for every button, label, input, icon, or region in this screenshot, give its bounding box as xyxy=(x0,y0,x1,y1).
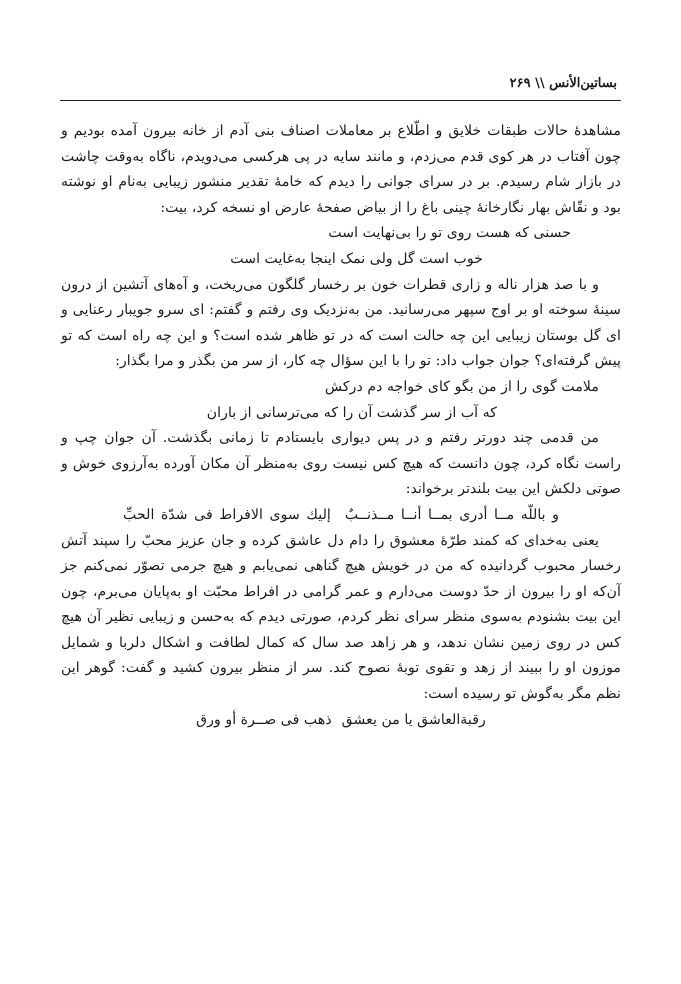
verse-line: ملامت گوی را از من بگو کای خواجه دم درکش xyxy=(324,378,599,395)
paragraph-lament: و با صد هزار ناله و زاری قطرات خون بر رخسار گلگون می‌ریخت، و آه‌های آتشین از درون سینهٔ سوخته او بر اوج سپهر می‌رسانید. من به‌نزدیک وی رفتم و گفتم: ای سرو جویبار رعنایی و ای گل بوستان زیبایی این چه حالت است که در تو ظاهر شده است؟ و این چه راه است که تو پیش گرفته‌ای؟ جوان جواب داد: تو را با این سؤال چه کار، از سر من بگذر و مرا بگذار: xyxy=(61,276,621,370)
header-divider xyxy=(60,100,621,101)
page-body xyxy=(61,119,621,733)
running-header: بساتین‌الأنس \\ ۲۶۹ xyxy=(509,76,617,91)
hemistich-first: و باللّه مــا أدری بمــا أنــا مــذنــبٌ xyxy=(344,506,559,523)
hemistich-second: إلیك سوی الافراط فی شدّة الحبِّ xyxy=(123,506,331,523)
arabic-verse xyxy=(61,503,621,529)
paragraph-observation: من قدمی چند دورتر رفتم و در پس دیواری بایستادم تا زمانی بگذشت. آن جوان چپ و راست نگاه کرد، چون دانست که هیچ کس نیست روی به‌منظر آن مکان آورده به‌آرزوی خوش و صوتی دلکش این بیت بلندتر برخواند: xyxy=(61,430,621,498)
verse-line: که آب از سر گذشت آن را که می‌ترسانی از باران xyxy=(206,404,497,421)
arabic-verse xyxy=(61,708,621,734)
paragraph-opening: مشاهدهٔ حالات طبقات خلایق و اطّلاع بر معاملات اصناف بنی آدم از خانه بیرون آمده بودیم و چون آفتاب در هر کوی قدم می‌زدم، و مانند سایه در پی هرکسی می‌دویدم، ناگاه به‌وقت چاشت در بازار شام رسیدم. بر در سرای جوانی را دیدم که خامهٔ تقدیر منشور زیبایی به‌نام او نوشته بود و نقّاش بهار نگارخانهٔ چینی باغ را از بیاض صفحهٔ عارض او نسخه کرد، بیت: xyxy=(61,123,621,216)
verse-line: حسنی که هست روی تو را بی‌نهایت است xyxy=(328,225,571,242)
paragraph-commentary: یعنی به‌خدای که کمند طرّهٔ معشوق را دام دل عاشق کرده و جان عزیز محبّ را سپند آتش رخسار محبوب گردانیده که من در خویش هیچ گناهی نمی‌یابم و هیچ جرمی تصوّر نمی‌کنم جز آن‌که او را بیرون از حدّ دوست می‌دارم و عمر گرامی در افراط محبّت او به‌پایان می‌برم، چون این بیت بشنودم به‌سوی منظر سرای نظر کردم، صورتی دیدم که به‌حسن و زیبایی نظیر آن هیچ کس در روی زمین نشان ندهد، و هر زاهد صد سال که کمال لطافت و اشکال دلربا و شمایل موزون او را ببیند از زهد و تقوی توبهٔ نصوح کند. سر از منظر بیرون کشید و گفت: گوهر این نظم مگر به‌گوش تو رسیده است: xyxy=(61,532,621,703)
hemistich-first: رقبة‌العاشق یا من یعشق xyxy=(341,711,486,728)
verse-line: خوب است گل ولی نمک اینجا به‌غایت است xyxy=(230,250,483,267)
hemistich-second: ذهب فی صــرة أو ورق xyxy=(196,711,332,728)
